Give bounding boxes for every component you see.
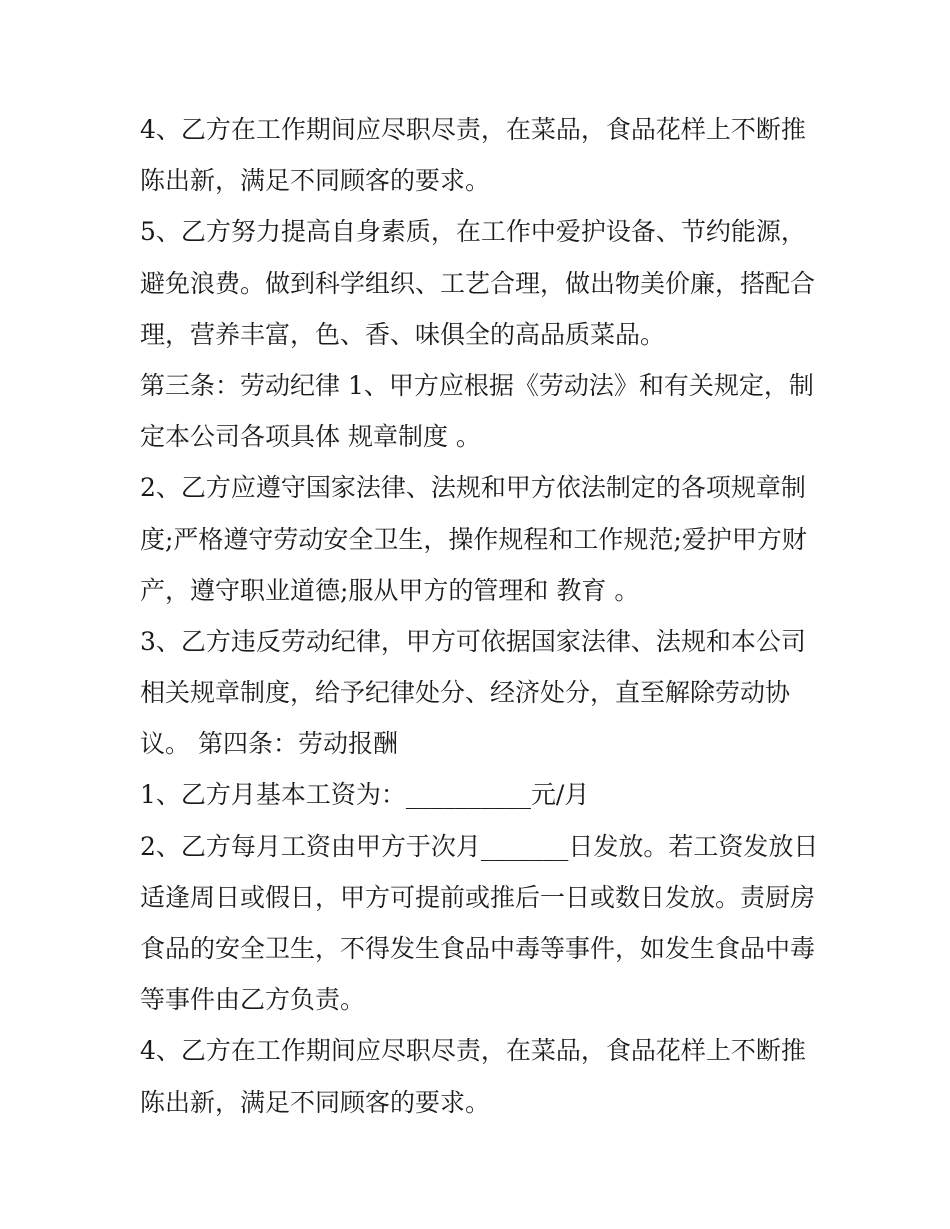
text-line: 食品的安全卫生，不得发生食品中毒等事件，如发生食品中毒 (140, 934, 816, 963)
text-line: 第三条：劳动纪律 1、甲方应根据《劳动法》和有关规定，制 (140, 370, 814, 400)
text-line: 相关规章制度，给予纪律处分、经济处分，直至解除劳动协 (140, 678, 791, 708)
text-line: 4、乙方在工作期间应尽职尽责，在菜品，食品花样上不断推 (140, 115, 806, 144)
text-line: 避免浪费。做到科学组织、工艺合理，做出物美价廉，搭配合 (140, 268, 816, 298)
text-line: 定本公司各项具体 规章制度 。 (140, 422, 481, 452)
text-line: 等事件由乙方负责。 (140, 985, 366, 1015)
text-line: 1、乙方月基本工资为：__________元/月 (140, 780, 590, 810)
text-line: 4、乙方在工作期间应尽职尽责，在菜品，食品花样上不断推 (140, 1036, 806, 1066)
text-line: 陈出新，满足不同顾客的要求。 (140, 1087, 491, 1117)
text-line: 陈出新，满足不同顾客的要求。 (140, 166, 491, 196)
text-line: 2、乙方应遵守国家法律、法规和甲方依法制定的各项规章制 (140, 473, 806, 503)
text-line: 5、乙方努力提高自身素质，在工作中爱护设备、节约能源， (140, 217, 806, 247)
text-line: 理，营养丰富，色、香、味俱全的高品质菜品。 (140, 319, 666, 349)
text-line: 产，遵守职业道德;服从甲方的管理和 教育 。 (140, 575, 640, 605)
text-line: 度;严格遵守劳动安全卫生，操作规程和工作规范;爱护甲方财 (140, 524, 807, 554)
text-line: 议。 第四条：劳动报酬 (140, 729, 398, 759)
text-line: 3、乙方违反劳动纪律，甲方可依据国家法律、法规和本公司 (140, 626, 806, 656)
text-line: 适逢周日或假日，甲方可提前或推后一日或数日发放。责厨房 (140, 882, 816, 912)
text-line: 2、乙方每月工资由甲方于次月_______日发放。若工资发放日 (140, 831, 819, 861)
document-body (140, 104, 830, 1128)
